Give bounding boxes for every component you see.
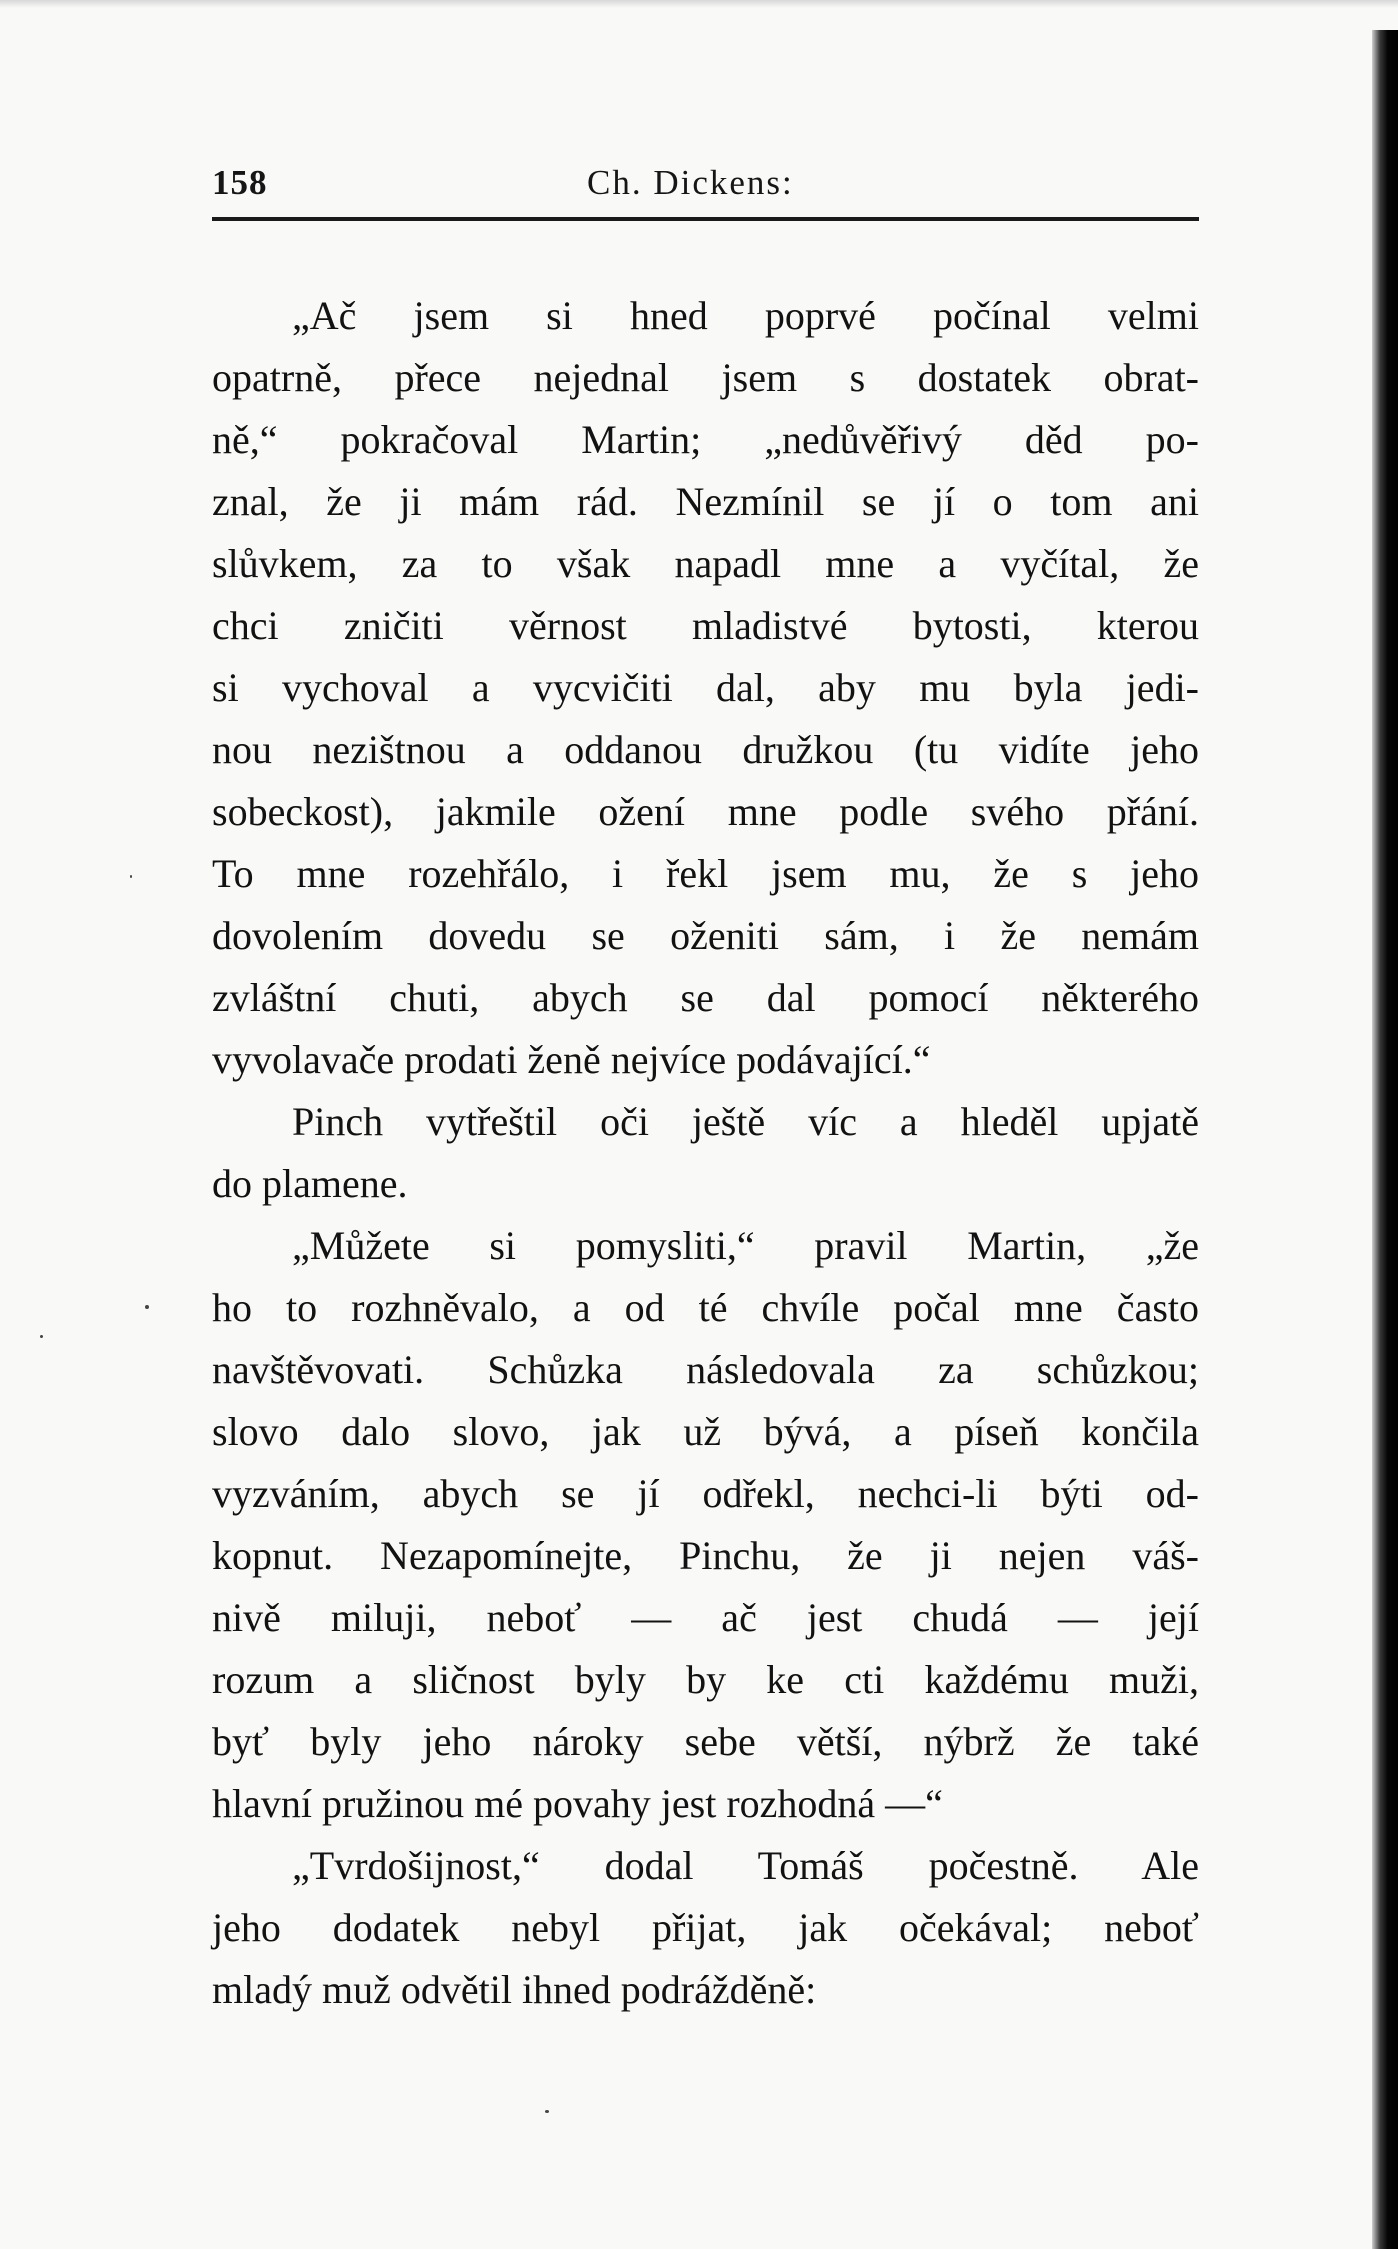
header-rule	[212, 217, 1199, 221]
text-line: zvláštní chuti, abych se dal pomocí některého	[212, 975, 1199, 1020]
text-line: si vychoval a vycvičiti dal, aby mu byla jedi-	[212, 665, 1199, 710]
text-line: „Ač jsem si hned poprvé počínal velmi	[292, 293, 1199, 338]
text-line: kopnut. Nezapomínejte, Pinchu, že ji nejen váš-	[212, 1533, 1199, 1578]
paper-speck	[545, 2110, 549, 2113]
text-line: opatrně, přece nejednal jsem s dostatek obrat-	[212, 355, 1199, 400]
text-line: byť byly jeho nároky sebe větší, nýbrž že také	[212, 1719, 1199, 1764]
binding-shadow	[1372, 30, 1398, 2249]
text-line: chci zničiti věrnost mladistvé bytosti, kterou	[212, 603, 1199, 648]
text-line: slůvkem, za to však napadl mne a vyčítal, že	[212, 541, 1199, 586]
running-head: Ch. Dickens:	[587, 163, 794, 202]
paper-speck	[145, 1305, 149, 1309]
text-line: To mne rozehřálo, i řekl jsem mu, že s jeho	[212, 851, 1199, 896]
text-line: navštěvovati. Schůzka následovala za schůzkou;	[212, 1347, 1199, 1392]
text-line: nou nezištnou a oddanou družkou (tu vidíte jeho	[212, 727, 1199, 772]
text-line: slovo dalo slovo, jak už bývá, a píseň končila	[212, 1409, 1199, 1454]
text-line: ho to rozhněvalo, a od té chvíle počal mne často	[212, 1285, 1199, 1330]
paper-speck	[130, 875, 132, 878]
text-line: mladý muž odvětil ihned podrážděně:	[212, 1967, 817, 2012]
paper-speck	[40, 1335, 43, 1338]
page-header	[212, 163, 1197, 211]
text-line: Pinch vytřeštil oči ještě víc a hleděl upjatě	[292, 1099, 1199, 1144]
text-line: ně,“ pokračoval Martin; „nedůvěřivý děd po-	[212, 417, 1199, 462]
text-line: vyvolavače prodati ženě nejvíce podávající.“	[212, 1037, 931, 1082]
text-line: dovolením dovedu se oženiti sám, i že nemám	[212, 913, 1199, 958]
page-number: 158	[212, 163, 268, 202]
text-line: do plamene.	[212, 1161, 408, 1206]
text-line: „Tvrdošijnost,“ dodal Tomáš počestně. Ale	[292, 1843, 1199, 1888]
body-text	[212, 285, 1199, 2021]
page-top-edge	[0, 0, 1398, 8]
text-line: znal, že ji mám rád. Nezmínil se jí o tom ani	[212, 479, 1199, 524]
text-line: sobeckost), jakmile ožení mne podle svého přání.	[212, 789, 1199, 834]
text-line: vyzváním, abych se jí odřekl, nechci-li býti od-	[212, 1471, 1199, 1516]
text-line: rozum a sličnost byly by ke cti každému muži,	[212, 1657, 1199, 1702]
text-line: hlavní pružinou mé povahy jest rozhodná —“	[212, 1781, 943, 1826]
text-line: nivě miluji, neboť — ač jest chudá — její	[212, 1595, 1199, 1640]
text-line: „Můžete si pomysliti,“ pravil Martin, „že	[292, 1223, 1199, 1268]
text-line: jeho dodatek nebyl přijat, jak očekával; neboť	[212, 1905, 1199, 1950]
